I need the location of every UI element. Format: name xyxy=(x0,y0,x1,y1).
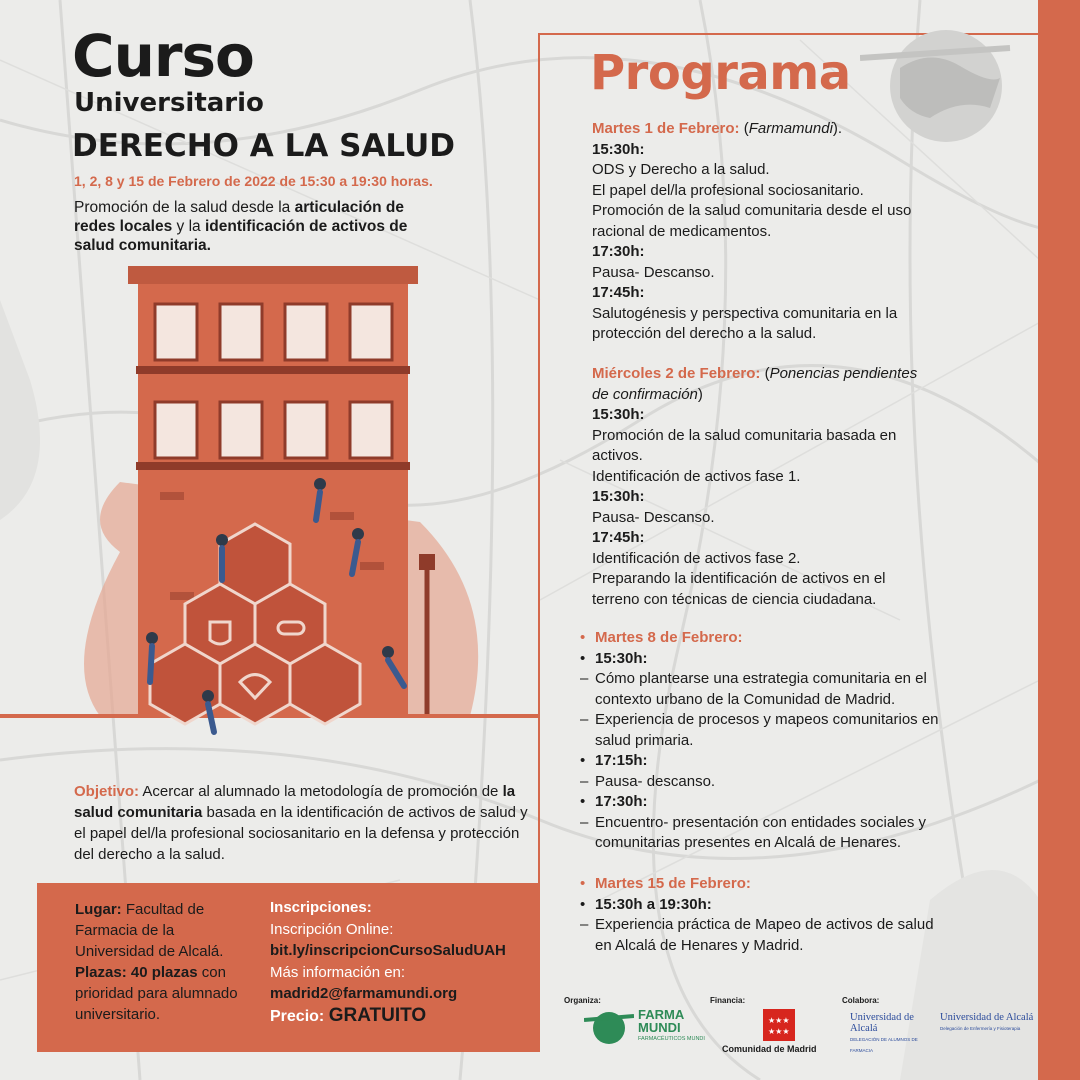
intro-text: Promoción de la salud desde la articulación de redes locales y la identificación de activos de salud comunitaria. xyxy=(74,199,408,254)
building-illustration xyxy=(0,262,540,762)
inscripciones-block: Inscripciones: Inscripción Online: bit.ly/inscripcionCursoSaludUAH Más información en: madrid2@farmamundi.org Precio: GRATUITO xyxy=(270,899,506,1026)
precio-value: GRATUITO xyxy=(328,1004,427,1026)
comunidad-madrid-logo: Comunidad de Madrid xyxy=(722,1044,817,1054)
objetivo-text: Objetivo: Acercar al alumnado la metodología de promoción de la salud comunitaria basada en la identificación de activos de salud y el papel del/la profesional sociosanitario en la defensa y protección del derecho a la salud. xyxy=(74,783,528,863)
day1-schedule: Martes 1 de Febrero: (Farmamundi). 15:30h: ODS y Derecho a la salud. El papel del/la profesional sociosanitario. Promoción de la salud comunitaria desde el uso racional de medicamentos. 17:30h: Pausa- Descanso. 17:45h: Salutogénesis y perspectiva comunitaria en la protección del derecho a la salud. xyxy=(592,120,912,342)
info-box xyxy=(37,883,540,1052)
inscripciones-label: Inscripciones: xyxy=(270,899,372,916)
programa-title: Programa xyxy=(590,45,851,101)
comunidad-madrid-flag-icon xyxy=(763,1009,795,1041)
title-curso: Curso xyxy=(72,22,254,90)
day2-schedule: Miércoles 2 de Febrero: (Ponencias pendientes de confirmación) 15:30h: Promoción de la salud comunitaria basada en activos. Identificación de activos fase 1. 15:30h: Pausa- Descanso. 17:45h: Identificación de activos fase 2. Preparando la identificación de activos en el terreno con técnicas de ciencia ciudadana. xyxy=(592,365,918,608)
svg-text:★★★: ★★★ xyxy=(768,1027,790,1036)
right-accent-strip xyxy=(1038,0,1080,1080)
day3-schedule: • Martes 8 de Febrero: • 15:30h: – Cómo plantearse una estrategia comunitaria en el contexto urbano de la Comunidad de Madrid. – Experiencia de procesos y mapeos comunitarios en salud primaria. • 17:15h: – Pausa- descanso. • 17:30h: – Encuentro- presentación con entidades sociales y comunitarias presentes en Alcalá de Henares. xyxy=(580,629,939,851)
lugar-block: Lugar: Facultad de Farmacia de la Universidad de Alcalá. Plazas: 40 plazas con prioridad para alumnado universitario. xyxy=(75,901,238,1023)
title-derecho-salud: DERECHO A LA SALUD xyxy=(72,128,455,164)
inscripcion-link[interactable]: bit.ly/inscripcionCursoSaludUAH xyxy=(270,942,506,959)
uah-farmacia-logo: Universidad de Alcalá DELEGACIÓN DE ALUMNOS DE FARMACIA xyxy=(850,1012,918,1053)
day4-schedule: • Martes 15 de Febrero: • 15:30h a 19:30h: – Experiencia práctica de Mapeo de activos de salud en Alcalá de Henares y Madrid. xyxy=(580,875,934,954)
sponsor-logos: Organiza: Financia: Colabora: FARMA MUNDI FARMACÉUTICOS MUNDI ★★★ ★★★ Comunidad de Madrid Universidad de Alcalá DELEGACIÓN DE ALUMNOS DE FARMACIA Universidad de Alcalá Delegación de Enfermería y Fisioterapia xyxy=(560,992,1038,1072)
title-universitario: Universitario xyxy=(74,88,264,118)
uah-enfermeria-logo: Universidad de Alcalá Delegación de Enfermería y Fisioterapia xyxy=(940,1012,1034,1031)
contact-email[interactable]: madrid2@farmamundi.org xyxy=(270,985,458,1002)
farmamundi-logo: FARMA MUNDI xyxy=(638,1007,685,1035)
svg-text:★★★: ★★★ xyxy=(768,1016,790,1025)
farmamundi-globe-icon xyxy=(584,1006,634,1046)
course-dates: 1, 2, 8 y 15 de Febrero de 2022 de 15:30 a 19:30 horas. xyxy=(74,173,433,189)
